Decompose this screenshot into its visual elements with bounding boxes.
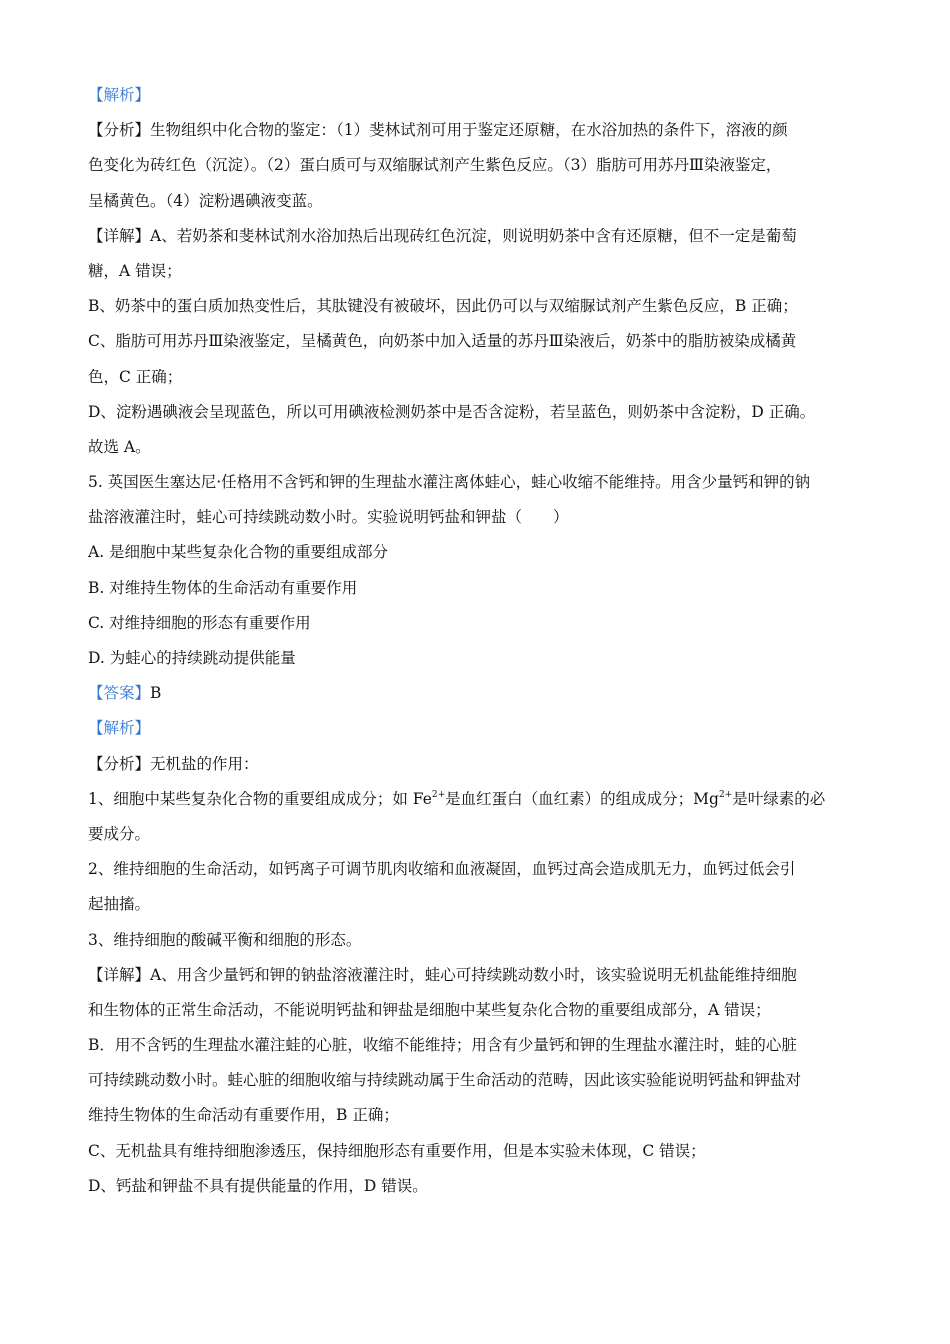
detail-paragraph: 【详解】A、用含少量钙和钾的钠盐溶液灌注时，蛙心可持续跳动数小时，该实验说明无机盐能维持细胞 — [88, 965, 797, 984]
detail-line: 维持生物体的生命活动有重要作用，B 正确； — [88, 1106, 399, 1125]
question-stem: 盐溶液灌注时，蛙心可持续跳动数小时。实验说明钙盐和钾盐（ ） — [88, 508, 569, 527]
point-1-cont: 要成分。 — [88, 824, 151, 843]
analysis-paragraph: 【分析】生物组织中化合物的鉴定：（1）斐林试剂可用于鉴定还原糖，在水浴加热的条件下，溶液的颜 — [88, 121, 788, 140]
detail-line: C、无机盐具有维持细胞渗透压，保持细胞形态有重要作用，但是本实验未体现，C 错误； — [88, 1141, 706, 1160]
analysis-line: 色变化为砖红色（沉淀）。（2）蛋白质可与双缩脲试剂产生紫色反应。（3）脂肪可用苏丹Ⅲ染液鉴定， — [88, 156, 782, 175]
detail-line: D、淀粉遇碘液会呈现蓝色，所以可用碘液检测奶茶中是否含淀粉，若呈蓝色，则奶茶中含淀粉，D 正确。 — [88, 402, 816, 421]
option-c: C. 对维持细胞的形态有重要作用 — [88, 613, 311, 632]
analysis-paragraph: 【分析】无机盐的作用： — [88, 754, 259, 773]
detail-line: B、奶茶中的蛋白质加热变性后，其肽键没有被破坏，因此仍可以与双缩脲试剂产生紫色反应，B 正确； — [88, 297, 798, 316]
point-2: 2、维持细胞的生命活动，如钙离子可调节肌肉收缩和血液凝固，血钙过高会造成肌无力，血钙过低会引 — [88, 860, 796, 879]
point-3: 3、维持细胞的酸碱平衡和细胞的形态。 — [88, 930, 362, 949]
detail-line: B．用不含钙的生理盐水灌注蛙的心脏，收缩不能维持；用含有少量钙和钾的生理盐水灌注时，蛙的心脏 — [88, 1036, 797, 1055]
detail-line: 色，C 正确； — [88, 367, 183, 386]
fenxi-tag: 【分析】 — [88, 121, 151, 140]
detail-line: 可持续跳动数小时。蛙心脏的细胞收缩与持续跳动属于生命活动的范畴，因此该实验能说明钙盐和钾盐对 — [88, 1071, 802, 1090]
option-a: A. 是细胞中某些复杂化合物的重要组成部分 — [88, 543, 389, 562]
superscript: 2+ — [431, 789, 446, 800]
analysis-tag: 【解析】 — [88, 86, 151, 104]
answer-tag: 【答案】 — [88, 684, 151, 703]
detail-paragraph: 【详解】A、若奶茶和斐林试剂水浴加热后出现砖红色沉淀，则说明奶茶中含有还原糖，但不一定是葡萄 — [88, 226, 797, 245]
point-1: 1、细胞中某些复杂化合物的重要组成成分；如 $Fe^{2+}$是血红蛋白（血红素）的组成成分；$Mg^{2+}$是叶绿素的必 — [88, 789, 826, 808]
document-page — [88, 78, 868, 1204]
answer-value: B — [150, 684, 162, 703]
conclusion: 故选 A。 — [88, 437, 151, 456]
fenxi-tag: 【分析】 — [88, 754, 151, 773]
question-stem: 5. 英国医生塞达尼·任格用不含钙和钾的生理盐水灌注离体蛙心，蛙心收缩不能维持。用含少量钙和钾的钠 — [88, 473, 811, 492]
superscript: 2+ — [718, 789, 733, 800]
detail-line: D、钙盐和钾盐不具有提供能量的作用，D 错误。 — [88, 1176, 428, 1195]
option-b: B. 对维持生物体的生命活动有重要作用 — [88, 578, 358, 597]
detail-line: 糖，A 错误； — [88, 261, 182, 280]
detail-line: C、脂肪可用苏丹Ⅲ染液鉴定，呈橘黄色，向奶茶中加入适量的苏丹Ⅲ染液后，奶茶中的脂肪被染成橘黄 — [88, 332, 797, 351]
answer-line — [88, 676, 868, 711]
analysis-line: 呈橘黄色。（4）淀粉遇碘液变蓝。 — [88, 191, 323, 210]
option-d: D. 为蛙心的持续跳动提供能量 — [88, 649, 296, 667]
xiangjie-tag: 【详解】 — [88, 226, 151, 245]
point-2-cont: 起抽搐。 — [88, 895, 151, 914]
analysis-tag: 【解析】 — [88, 719, 151, 738]
detail-line: 和生物体的正常生命活动，不能说明钙盐和钾盐是细胞中某些复杂化合物的重要组成部分，A 错误； — [88, 1000, 771, 1019]
xiangjie-tag: 【详解】 — [88, 965, 151, 984]
